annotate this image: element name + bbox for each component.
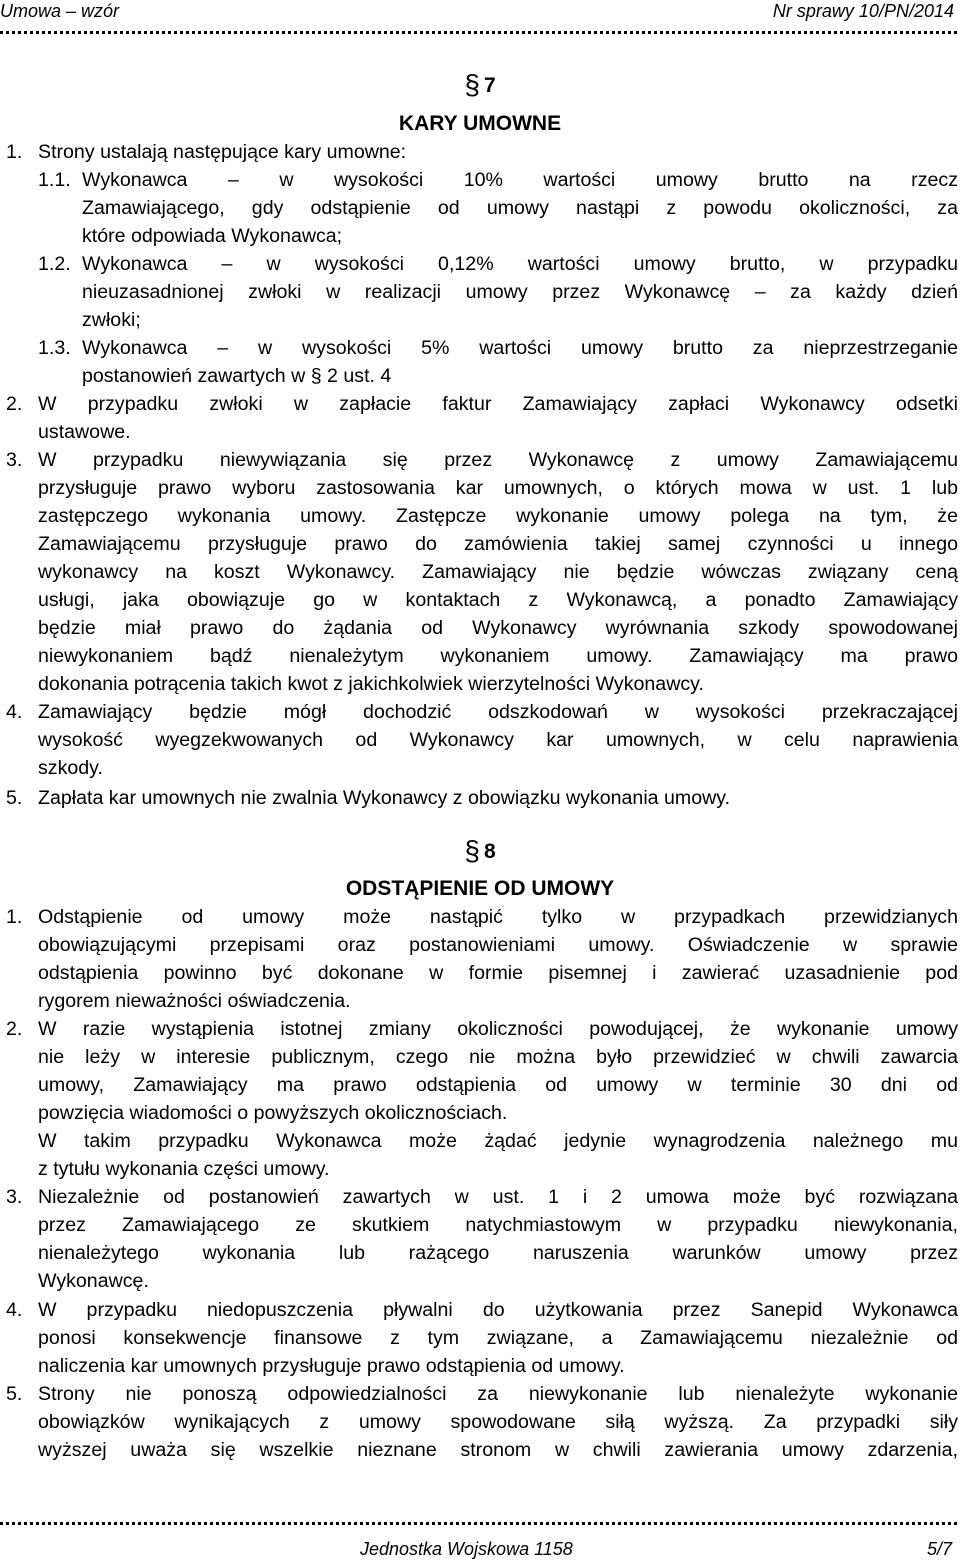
paragraph-line: przez Zamawiającego ze skutkiem natychmiastowym w przypadku niewykonania, bbox=[38, 1214, 958, 1236]
paragraph-number: 1.1. bbox=[38, 169, 71, 191]
footer-organization: Jednostka Wojskowa 1158 bbox=[360, 1539, 573, 1559]
paragraph-number: 2. bbox=[6, 1018, 23, 1040]
page-header bbox=[0, 0, 960, 40]
paragraph-line: Wykonawca – w wysokości 0,12% wartości umowy brutto, w przypadku bbox=[82, 253, 958, 275]
paragraph-line: obowiązków wynikających z umowy spowodowane siłą wyższą. Za przypadki siły bbox=[38, 1411, 958, 1433]
paragraph-line: zastępczego wykonania umowy. Zastępcze wykonanie umowy polega na tym, że bbox=[38, 505, 958, 527]
paragraph-line: odstąpienia powinno być dokonane w formie pisemnej i zawierać uzasadnienie pod bbox=[38, 962, 958, 984]
paragraph-number: 5. bbox=[6, 787, 23, 809]
paragraph-line: nieuzasadnionej zwłoki w realizacji umowy przez Wykonawcę – za każdy dzień bbox=[82, 281, 958, 303]
page-footer bbox=[0, 1522, 960, 1565]
paragraph-line: Wykonawca – w wysokości 10% wartości umowy brutto na rzecz bbox=[82, 169, 958, 191]
section-symbol: § bbox=[464, 69, 480, 100]
paragraph-line: Odstąpienie od umowy może nastąpić tylko w przypadkach przewidzianych bbox=[38, 906, 958, 928]
paragraph-line: W przypadku niewywiązania się przez Wykonawcę z umowy Zamawiającemu bbox=[38, 449, 958, 471]
section-7-title: KARY UMOWNE bbox=[398, 112, 562, 135]
paragraph-number: 3. bbox=[6, 1186, 23, 1208]
paragraph-line: Zamawiającego, gdy odstąpienie od umowy nastąpi z powodu okoliczności, za bbox=[82, 197, 958, 219]
paragraph-line: obowiązującymi przepisami oraz postanowieniami umowy. Oświadczenie w sprawie bbox=[38, 934, 958, 956]
paragraph-number: 4. bbox=[6, 1299, 23, 1321]
paragraph-line: dokonania potrącenia takich kwot z jakichkolwiek wierzytelności Wykonawcy. bbox=[38, 673, 704, 695]
paragraph-line: nienależytego wykonania lub rażącego naruszenia warunków umowy przez bbox=[38, 1242, 958, 1264]
paragraph-line: Wykonawcę. bbox=[38, 1270, 149, 1292]
paragraph-line: rygorem nieważności oświadczenia. bbox=[38, 990, 351, 1012]
paragraph-number: 1.2. bbox=[38, 253, 71, 275]
paragraph-line: ustawowe. bbox=[38, 421, 131, 443]
paragraph-line: powzięcia wiadomości o powyższych okolicznościach. bbox=[38, 1102, 508, 1124]
paragraph-line: W takim przypadku Wykonawca może żądać jedynie wynagrodzenia należnego mu bbox=[38, 1130, 958, 1152]
paragraph-number: 1. bbox=[6, 141, 23, 163]
paragraph-line: niewykonaniem bądź nienależytym wykonaniem umowy. Zamawiający ma prawo bbox=[38, 645, 958, 667]
section-8-heading bbox=[0, 836, 960, 865]
paragraph-line: wysokość wyegzekwowanych od Wykonawcy kar umownych, w celu naprawienia bbox=[38, 729, 958, 751]
header-document-title: Umowa – wzór bbox=[0, 1, 120, 21]
paragraph-line: Zapłata kar umownych nie zwalnia Wykonawcy z obowiązku wykonania umowy. bbox=[38, 787, 731, 809]
paragraph-line: W przypadku zwłoki w zapłacie faktur Zamawiający zapłaci Wykonawcy odsetki bbox=[38, 393, 958, 415]
paragraph-number: 1.3. bbox=[38, 337, 71, 359]
paragraph-number: 5. bbox=[6, 1383, 23, 1405]
paragraph-line: z tytułu wykonania części umowy. bbox=[38, 1158, 330, 1180]
paragraph-line: które odpowiada Wykonawca; bbox=[82, 225, 343, 247]
paragraph-line: Strony ustalają następujące kary umowne: bbox=[38, 141, 407, 163]
paragraph-line: wykonawcy na koszt Wykonawcy. Zamawiający nie będzie wówczas związany ceną bbox=[38, 561, 958, 583]
paragraph-number: 3. bbox=[6, 449, 23, 471]
page-number: 5/7 bbox=[926, 1539, 952, 1559]
paragraph-line: Zamawiającemu przysługuje prawo do zamówienia takiej samej czynności u innego bbox=[38, 533, 958, 555]
header-divider bbox=[0, 31, 960, 34]
paragraph-line: postanowień zawartych w § 2 ust. 4 bbox=[82, 365, 392, 387]
paragraph-number: 4. bbox=[6, 701, 23, 723]
paragraph-number: 2. bbox=[6, 393, 23, 415]
paragraph-number: 1. bbox=[6, 906, 23, 928]
paragraph-line: szkody. bbox=[38, 757, 103, 779]
header-case-number: Nr sprawy 10/PN/2014 bbox=[772, 1, 954, 21]
paragraph-line: ponosi konsekwencje finansowe z tym związane, a Zamawiającemu niezależnie od bbox=[38, 1327, 958, 1349]
paragraph-line: usługi, jaka obowiązuje go w kontaktach z Wykonawcą, a ponadto Zamawiający bbox=[38, 589, 958, 611]
paragraph-line: przysługuje prawo wyboru zastosowania kar umownych, o których mowa w ust. 1 lub bbox=[38, 477, 958, 499]
section-7-heading bbox=[0, 70, 960, 99]
paragraph-line: wyższej uważa się wszelkie nieznane stronom w chwili zawierania umowy zdarzenia, bbox=[38, 1439, 958, 1461]
paragraph-line: będzie miał prawo do żądania od Wykonawcy wyrównania szkody spowodowanej bbox=[38, 617, 958, 639]
paragraph-line: Zamawiający będzie mógł dochodzić odszkodowań w wysokości przekraczającej bbox=[38, 701, 958, 723]
paragraph-line: Niezależnie od postanowień zawartych w ust. 1 i 2 umowa może być rozwiązana bbox=[38, 1186, 958, 1208]
paragraph-line: Strony nie ponoszą odpowiedzialności za niewykonanie lub nienależyte wykonanie bbox=[38, 1383, 958, 1405]
footer-divider bbox=[0, 1522, 960, 1525]
paragraph-line: W razie wystąpienia istotnej zmiany okoliczności powodującej, że wykonanie umowy bbox=[38, 1018, 958, 1040]
paragraph-line: Wykonawca – w wysokości 5% wartości umowy brutto za nieprzestrzeganie bbox=[82, 337, 958, 359]
section-symbol: § bbox=[464, 835, 480, 866]
section-8-title: ODSTĄPIENIE OD UMOWY bbox=[345, 877, 615, 900]
paragraph-line: naliczenia kar umownych przysługuje prawo odstąpienia od umowy. bbox=[38, 1355, 625, 1377]
section-7-number: 7 bbox=[483, 74, 496, 97]
section-8-number: 8 bbox=[483, 840, 496, 863]
paragraph-line: zwłoki; bbox=[82, 309, 141, 331]
paragraph-line: umowy, Zamawiający ma prawo odstąpienia od umowy w terminie 30 dni od bbox=[38, 1074, 958, 1096]
paragraph-line: nie leży w interesie publicznym, czego nie można było przewidzieć w chwili zawarcia bbox=[38, 1046, 958, 1068]
paragraph-line: W przypadku niedopuszczenia pływalni do użytkowania przez Sanepid Wykonawca bbox=[38, 1299, 958, 1321]
